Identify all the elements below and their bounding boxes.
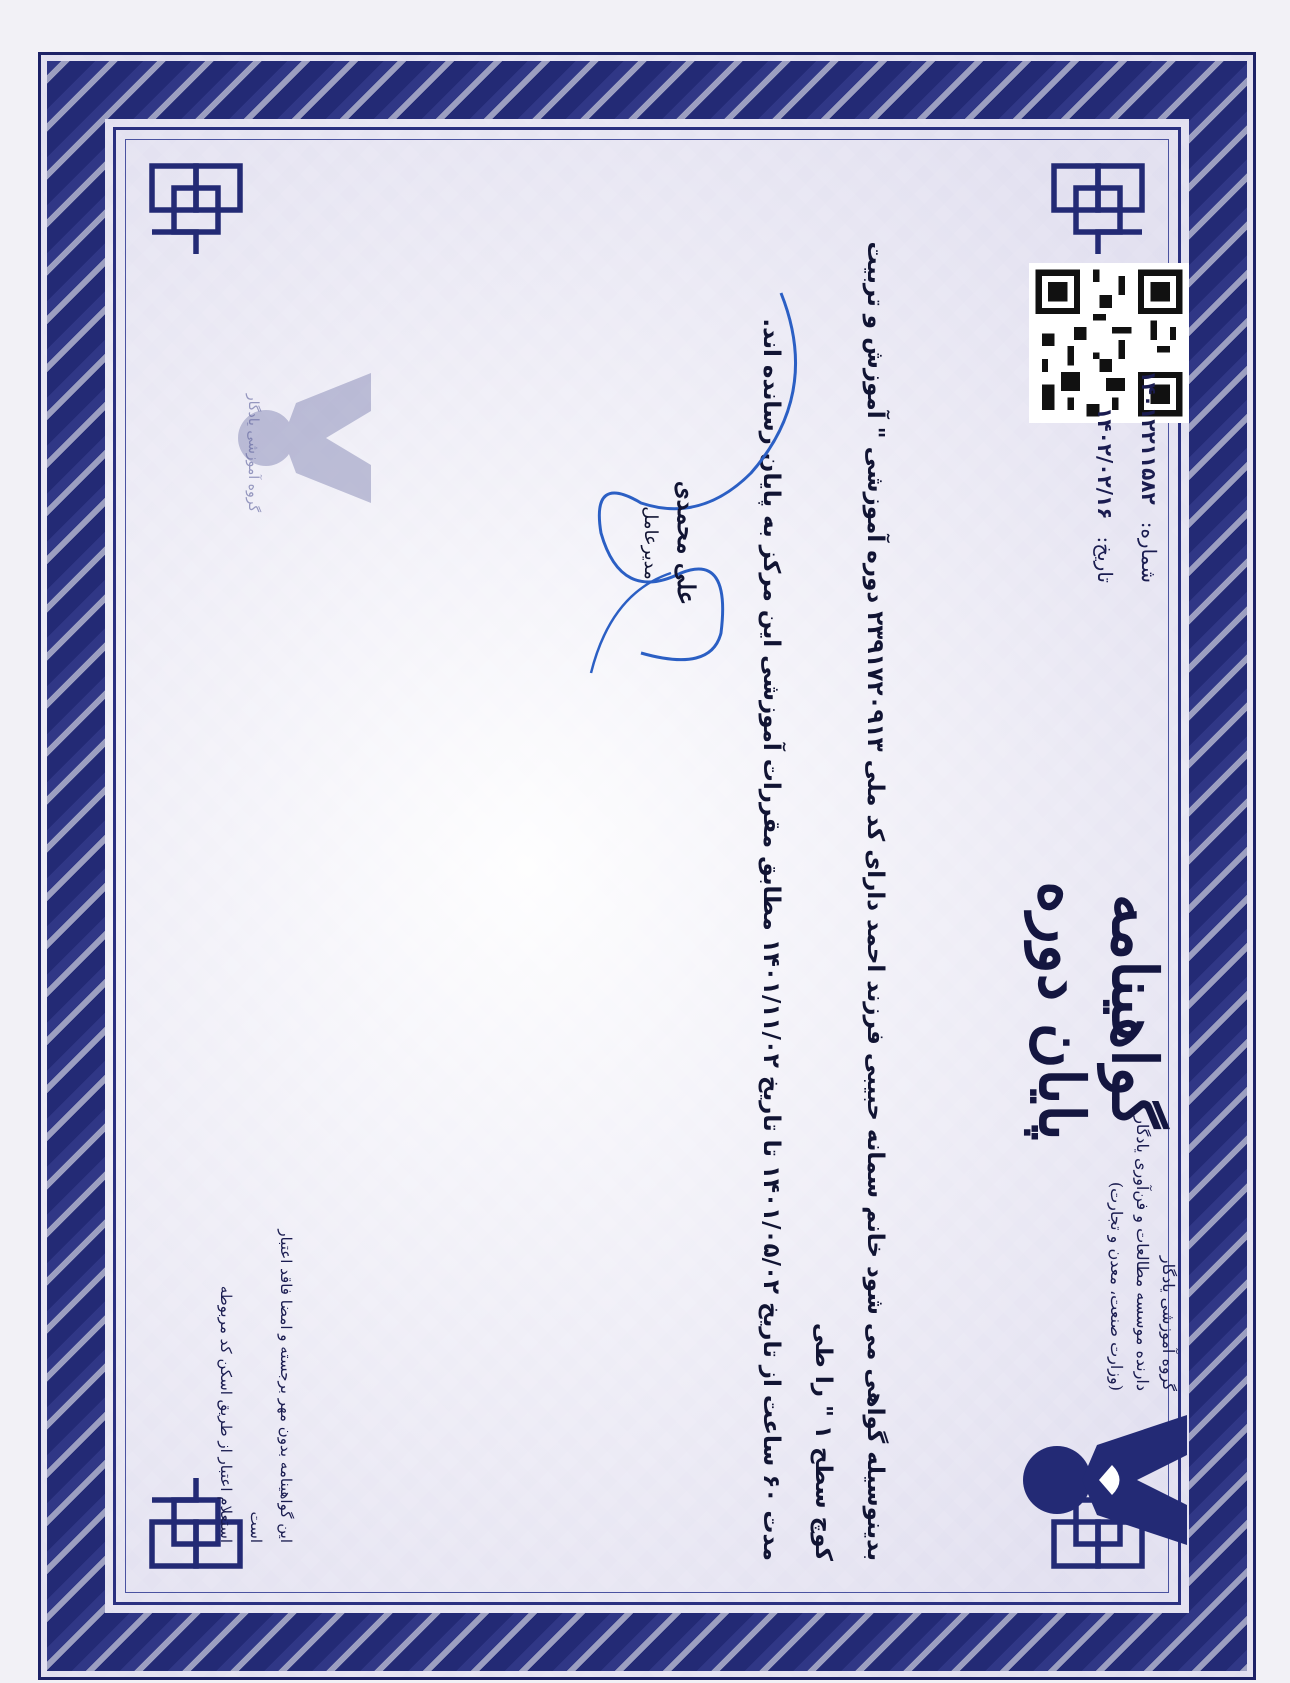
certificate-paper (38, 52, 1256, 1680)
reference-number-row (1127, 233, 1171, 583)
validity-note-line-1: این گواهینامه بدون مهر برجسته و امضا فاقد اعتبار است (247, 1229, 295, 1543)
signatory-role: مدیرعامل (640, 506, 661, 580)
reference-date-value: ۱۴۰۲/۰۲/۱۶ (1093, 407, 1117, 520)
certificate-content (171, 223, 1201, 1571)
certificate-body-area (171, 223, 1201, 1571)
organization-ministry: (وزارت صنعت، معدن و تجارت) (1107, 1181, 1126, 1391)
reference-number-value: ۱۴۰۱۲۲۱۱۵۸۲ (1137, 370, 1161, 505)
certificate-title: گواهینامه پایان دوره (1025, 881, 1171, 1141)
logo-emblem-icon (1017, 1395, 1207, 1565)
reference-number-label: شماره: (1137, 521, 1161, 583)
signatory-name: علی محمدی (672, 480, 701, 606)
validity-note-line-2: استعلام اعتبار از طریق اسکن کد مربوطه (217, 1285, 235, 1543)
reference-block (1083, 233, 1171, 583)
statement-line-2: مدت ۶۰ ساعت از تاریخ ۱۴۰۱/۰۵/۰۲ تا تاریخ ۱۴۰۱/۱۱/۰۲ مطابق مقررات آموزشی این مرکز به پایان رسانده اند. (758, 318, 784, 1561)
validity-note (211, 1223, 301, 1543)
statement-line-1: بدینوسیله گواهی می شود خانم سمانه حبیبی فرزند احمد دارای کد ملی ۲۳۹۱۷۲۰۹۱۳ دوره آموزشی " آموزش و تربیت کوچ سطح ۱ " را طی (810, 241, 888, 1561)
organization-name: گروه آموزشی یادگار (1159, 1255, 1178, 1391)
reference-date-row (1083, 233, 1127, 583)
watermark-text: گروه آموزشی یادگار (245, 393, 261, 513)
organization-institute: دارنده موسسه مطالعات و فن‌آوری یادگار (1133, 1116, 1152, 1391)
reference-date-label: تاریخ: (1093, 536, 1117, 583)
